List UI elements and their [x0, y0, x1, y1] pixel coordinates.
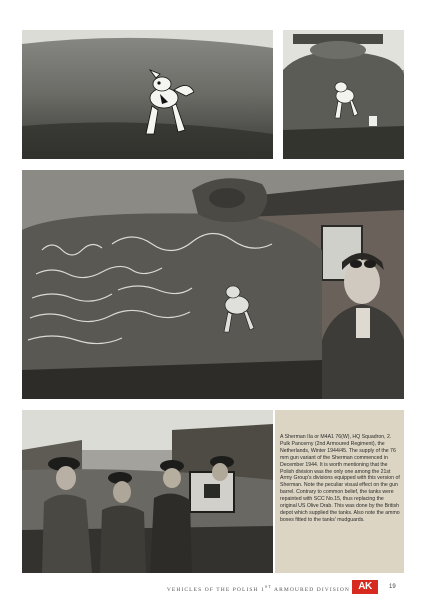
footer-title-sup: ST [264, 584, 272, 589]
footer-title-prefix: VEHICLES OF THE POLISH 1 [166, 586, 265, 593]
photo-tank-crew [22, 410, 273, 573]
footer-title-suffix: ARMOURED DIVISION [271, 586, 350, 593]
photo-turret-emblem-closeup-image [22, 30, 273, 159]
photo-turret-emblem-side [283, 30, 404, 159]
page-number: 19 [389, 584, 396, 590]
photo-turret-emblem-side-image [283, 30, 404, 159]
caption-box [275, 410, 404, 573]
photo-turret-emblem-closeup [22, 30, 273, 159]
caption-text: A Sherman IIa or M4A1 76(W), HQ Squadron, 2. Pulk Pancerny (2nd Armoured Regiment), the Netherlands, Winter 1944/45. The supply of the 76 mm gun variant of the Sherman commenced in December 1944. It is worth mentioning that the Polish division was the only one among the 21st Army Group's divisions equipped with this version of Sherman. Note the peculiar visual effect on the gun barrel. Contrary to common belief, the tanks were repainted with SCC No.15, thus replacing the original US Olive Drab. This was done by the British depot which supplied the tanks. Also note the ammo boxes fitted to the tanks' mudguards. [280, 434, 400, 523]
photo-tank-crew-image [22, 410, 273, 573]
photo-hull-chalk-writings [22, 170, 404, 399]
photo-hull-chalk-writings-image [22, 170, 404, 399]
ak-logo: AK [352, 580, 378, 594]
footer-title [167, 584, 350, 593]
